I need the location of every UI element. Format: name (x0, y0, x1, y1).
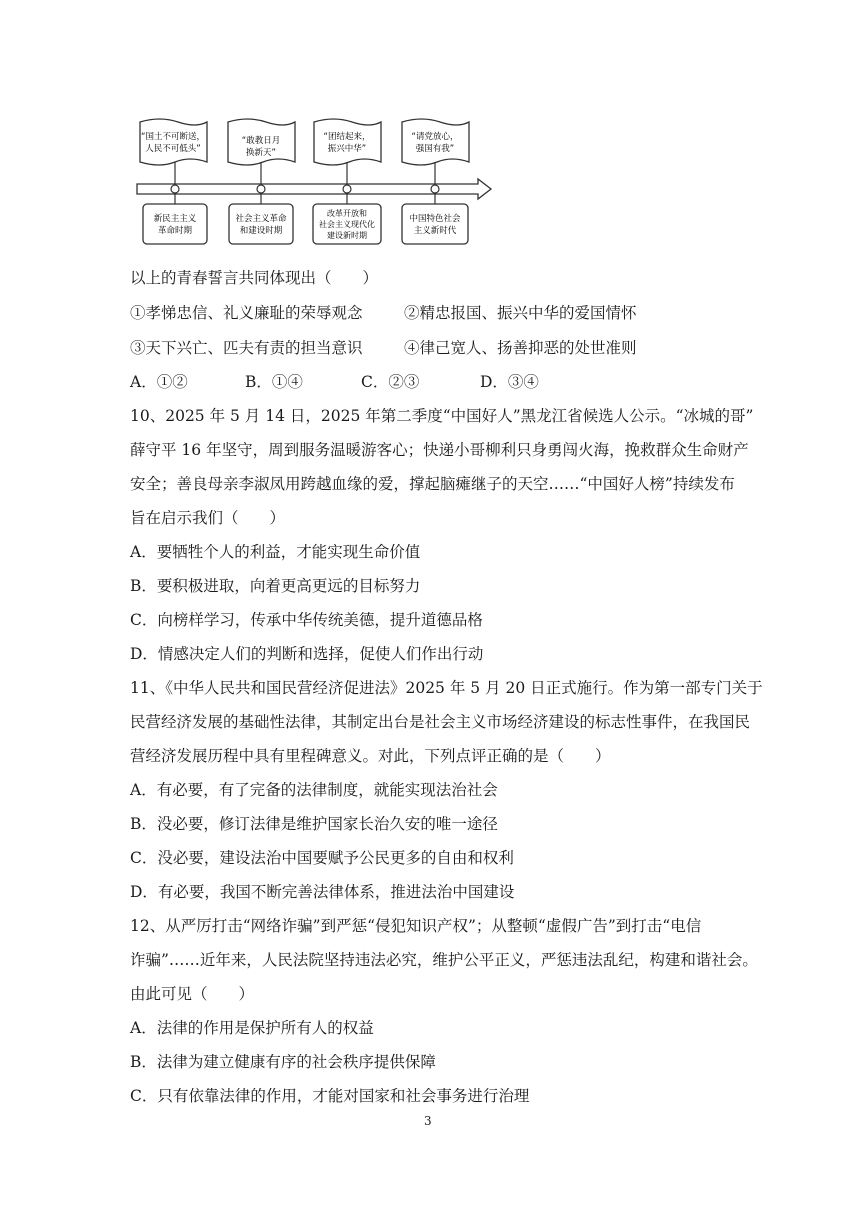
period-box-1 (143, 204, 207, 244)
q12-line-3: 由此可见（ ） (130, 985, 255, 1003)
q11-line-3: 营经济发展历程中具有里程碑意义。对此，下列点评正确的是（ ） (130, 747, 611, 765)
q9-choice-d: D．③④ (480, 373, 539, 391)
period-3-line-1: 改革开放和 (327, 209, 367, 218)
q12-option-a: A．法律的作用是保护所有人的权益 (130, 1019, 374, 1037)
q9-item-2: ②精忠报国、振兴中华的爱国情怀 (404, 304, 637, 322)
flag-2 (228, 119, 295, 165)
q11-option-a: A．有必要，有了完备的法律制度，就能实现法治社会 (130, 781, 498, 799)
q11-line-2: 民营经济发展的基础性法律，其制定出台是社会主义市场经济建设的标志性事件，在我国民 (130, 713, 751, 731)
flag-1 (140, 119, 207, 165)
flag-2-line-1: “敢教日月 (241, 136, 281, 146)
q11-option-c: C．没必要，建设法治中国要赋予公民更多的自由和权利 (130, 849, 514, 867)
q9-choice-c: C．②③ (361, 373, 420, 391)
q12-line-2: 诈骗”……近年来，人民法院坚持违法必究，维护公平正义，严惩违法乱纪，构建和谐社会。 (130, 951, 758, 969)
timeline-figure (0, 0, 860, 260)
flag-3-line-2: 振兴中华” (327, 144, 367, 154)
page-number: 3 (424, 1114, 432, 1128)
q11-option-d: D．有必要，我国不断完善法律体系，推进法治中国建设 (130, 883, 515, 901)
q10-line-1: 10、2025 年 5 月 14 日，2025 年第二季度“中国好人”黑龙江省候选人公示。“冰城的哥” (130, 407, 754, 425)
q10-line-4: 旨在启示我们（ ） (130, 509, 286, 527)
flag-3-line-1: “团结起来， (323, 132, 371, 142)
period-box-3 (313, 204, 381, 244)
q12-option-c: C．只有依靠法律的作用，才能对国家和社会事务进行治理 (130, 1087, 530, 1105)
q9-stem: 以上的青春誓言共同体现出（ ） (130, 269, 379, 287)
flag-2-line-2: 换新天” (246, 148, 276, 158)
q12-option-b: B．法律为建立健康有序的社会秩序提供保障 (130, 1053, 436, 1071)
period-1-line-2: 革命时期 (157, 226, 193, 236)
q10-line-3: 安全；善良母亲李淑凤用跨越血缘的爱，撑起脑瘫继子的天空……“中国好人榜”持续发布 (130, 475, 735, 493)
flag-4-line-1: “请党放心， (411, 132, 459, 142)
period-3-line-3: 建设新时期 (327, 231, 367, 240)
period-1-line-1: 新民主主义 (153, 214, 197, 224)
q10-option-b: B．要积极进取，向着更高更远的目标努力 (130, 577, 421, 595)
q10-option-a: A．要牺牲个人的利益，才能实现生命价值 (130, 543, 421, 561)
flag-4-line-2: 强国有我” (415, 144, 455, 154)
q10-option-d: D．情感决定人们的判断和选择，促使人们作出行动 (130, 645, 484, 663)
period-2-line-1: 社会主义革命 (235, 214, 287, 224)
q11-line-1: 11、《中华人民共和国民营经济促进法》2025 年 5 月 20 日正式施行。作为第一部专门关于 (130, 679, 763, 697)
q9-choice-b: B．①④ (245, 373, 303, 391)
period-box-4 (402, 204, 468, 244)
period-4-line-1: 中国特色社会 (409, 214, 461, 224)
q9-choice-a: A．①② (130, 373, 188, 391)
q10-option-c: C．向榜样学习，传承中华传统美德，提升道德品格 (130, 611, 483, 629)
flag-1-line-2: 人民不可低头” (145, 144, 201, 154)
flag-4 (402, 119, 469, 165)
q9-item-1: ①孝悌忠信、礼义廉耻的荣辱观念 (130, 304, 363, 322)
flag-1-line-1: “国土不可断送， (141, 132, 205, 142)
period-box-2 (229, 204, 293, 244)
q9-item-3: ③天下兴亡、匹夫有责的担当意识 (130, 339, 363, 357)
flag-3 (314, 119, 381, 165)
period-2-line-2: 和建设时期 (239, 226, 283, 236)
q11-option-b: B．没必要，修订法律是维护国家长治久安的唯一途径 (130, 815, 498, 833)
period-3-line-2: 社会主义现代化 (319, 220, 375, 229)
q9-item-4: ④律己宽人、扬善抑恶的处世准则 (404, 339, 637, 357)
q10-line-2: 薛守平 16 年坚守，周到服务温暖游客心；快递小哥柳利只身勇闯火海，挽救群众生命财产 (130, 441, 749, 459)
period-4-line-2: 主义新时代 (413, 226, 457, 236)
q12-line-1: 12、从严厉打击“网络诈骗”到严惩“侵犯知识产权”；从整顿“虚假广告”到打击“电信 (130, 917, 702, 935)
